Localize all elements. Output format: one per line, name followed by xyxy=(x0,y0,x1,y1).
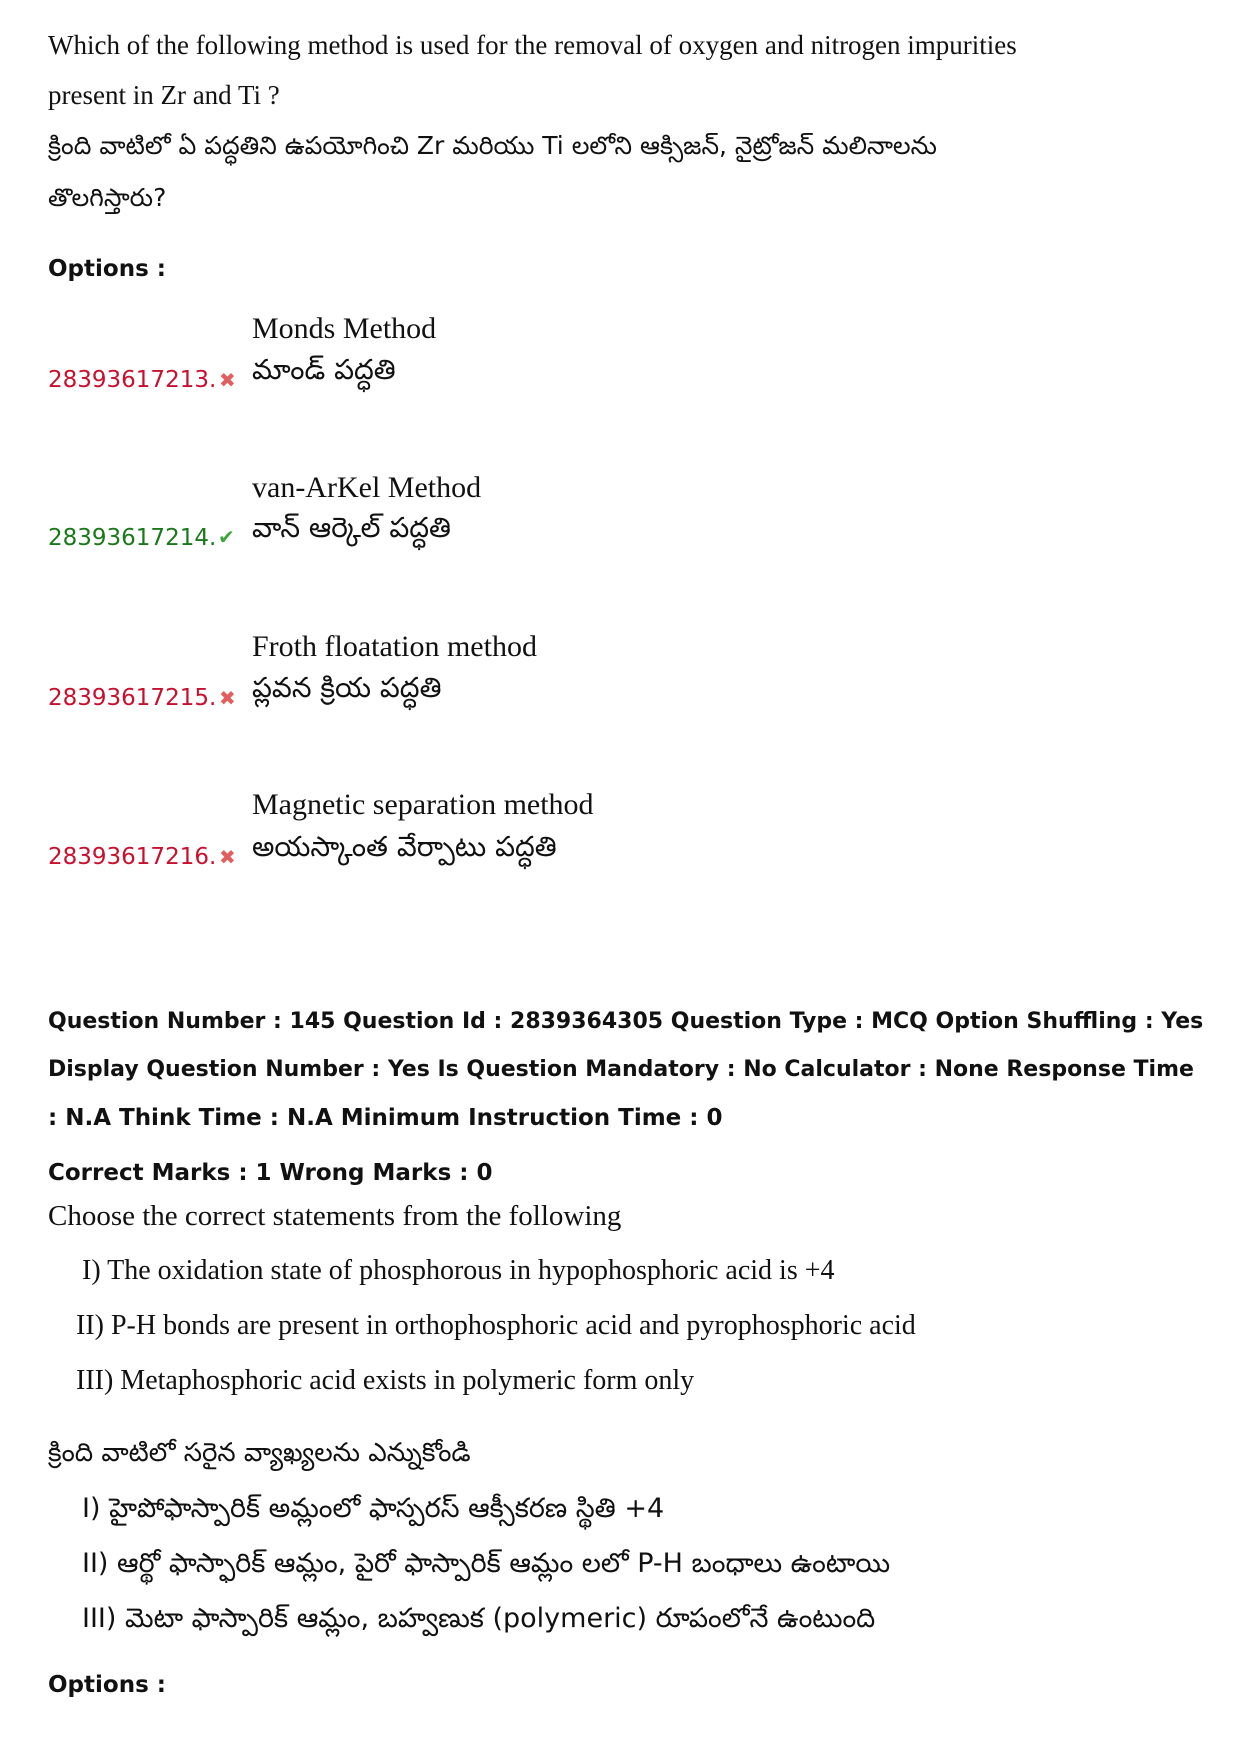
question-prompt-en: Choose the correct statements from the following xyxy=(48,1200,622,1232)
option-text-te: వాన్ ఆర్కెల్ పద్ధతి xyxy=(252,511,451,544)
statement-te-3: III) మెటా ఫాస్పారిక్ ఆమ్లం, బహ్వణుక (polymeric) రూపంలోనే ఉంటుంది xyxy=(82,1603,876,1634)
question-text-te-line2: తొలగిస్తారు? xyxy=(48,183,167,212)
cross-icon: ✖ xyxy=(219,845,236,869)
question-marks: Correct Marks : 1 Wrong Marks : 0 xyxy=(48,1160,493,1186)
question-prompt-te: క్రింది వాటిలో సరైన వ్యాఖ్యలను ఎన్నుకోండి xyxy=(48,1438,471,1468)
question-meta-line2: Display Question Number : Yes Is Question Mandatory : No Calculator : None Response Time xyxy=(48,1057,1194,1082)
statement-te-1: I) హైపోఫాస్పారిక్ అమ్లంలో ఫాస్పరస్ ఆక్సీకరణ స్థితి +4 xyxy=(82,1493,665,1524)
option-id: 28393617216. xyxy=(48,844,217,870)
cross-icon: ✖ xyxy=(219,686,236,710)
option-text-en: van-ArKel Method xyxy=(252,471,482,504)
check-icon: ✔ xyxy=(218,525,235,549)
option-text-en: Magnetic separation method xyxy=(252,788,594,821)
option-text-en: Froth floatation method xyxy=(252,630,537,663)
question-text-en-line1: Which of the following method is used for the removal of oxygen and nitrogen impurities xyxy=(48,30,1017,60)
option-id: 28393617213. xyxy=(48,367,217,393)
question-meta-line1: Question Number : 145 Question Id : 2839364305 Question Type : MCQ Option Shuffling : Yes xyxy=(48,1009,1204,1034)
question-meta-line3: : N.A Think Time : N.A Minimum Instruction Time : 0 xyxy=(48,1105,723,1131)
options-label: Options : xyxy=(48,256,166,282)
option-id: 28393617214. xyxy=(48,525,217,551)
option-id: 28393617215. xyxy=(48,685,217,711)
statement-te-2: II) ఆర్థో ఫాస్ఫారిక్ ఆమ్లం, పైరో ఫాస్పారిక్ ఆమ్లం లలో P-H బంధాలు ఉంటాయి xyxy=(82,1548,891,1579)
option-text-te: మాండ్ పద్ధతి xyxy=(252,353,396,386)
question-text-en-line2: present in Zr and Ti ? xyxy=(48,80,280,110)
statement-en-3: III) Metaphosphoric acid exists in polymeric form only xyxy=(76,1365,695,1396)
question-text-te-line1: క్రింది వాటిలో ఏ పద్ధతిని ఉపయోగించి Zr మరియు Ti లలోని ఆక్సిజన్, నైట్రోజన్ మలినాలను xyxy=(48,131,937,160)
statement-en-2: II) P-H bonds are present in orthophosphoric acid and pyrophosphoric acid xyxy=(76,1310,916,1341)
cross-icon: ✖ xyxy=(219,368,236,392)
option-text-en: Monds Method xyxy=(252,312,437,345)
option-text-te: అయస్కాంత వేర్పాటు పద్ధతి xyxy=(252,830,557,863)
options-label: Options : xyxy=(48,1672,166,1698)
statement-en-1: I) The oxidation state of phosphorous in hypophosphoric acid is +4 xyxy=(82,1255,835,1286)
option-text-te: ప్లవన క్రియ పద్ధతి xyxy=(252,671,442,704)
